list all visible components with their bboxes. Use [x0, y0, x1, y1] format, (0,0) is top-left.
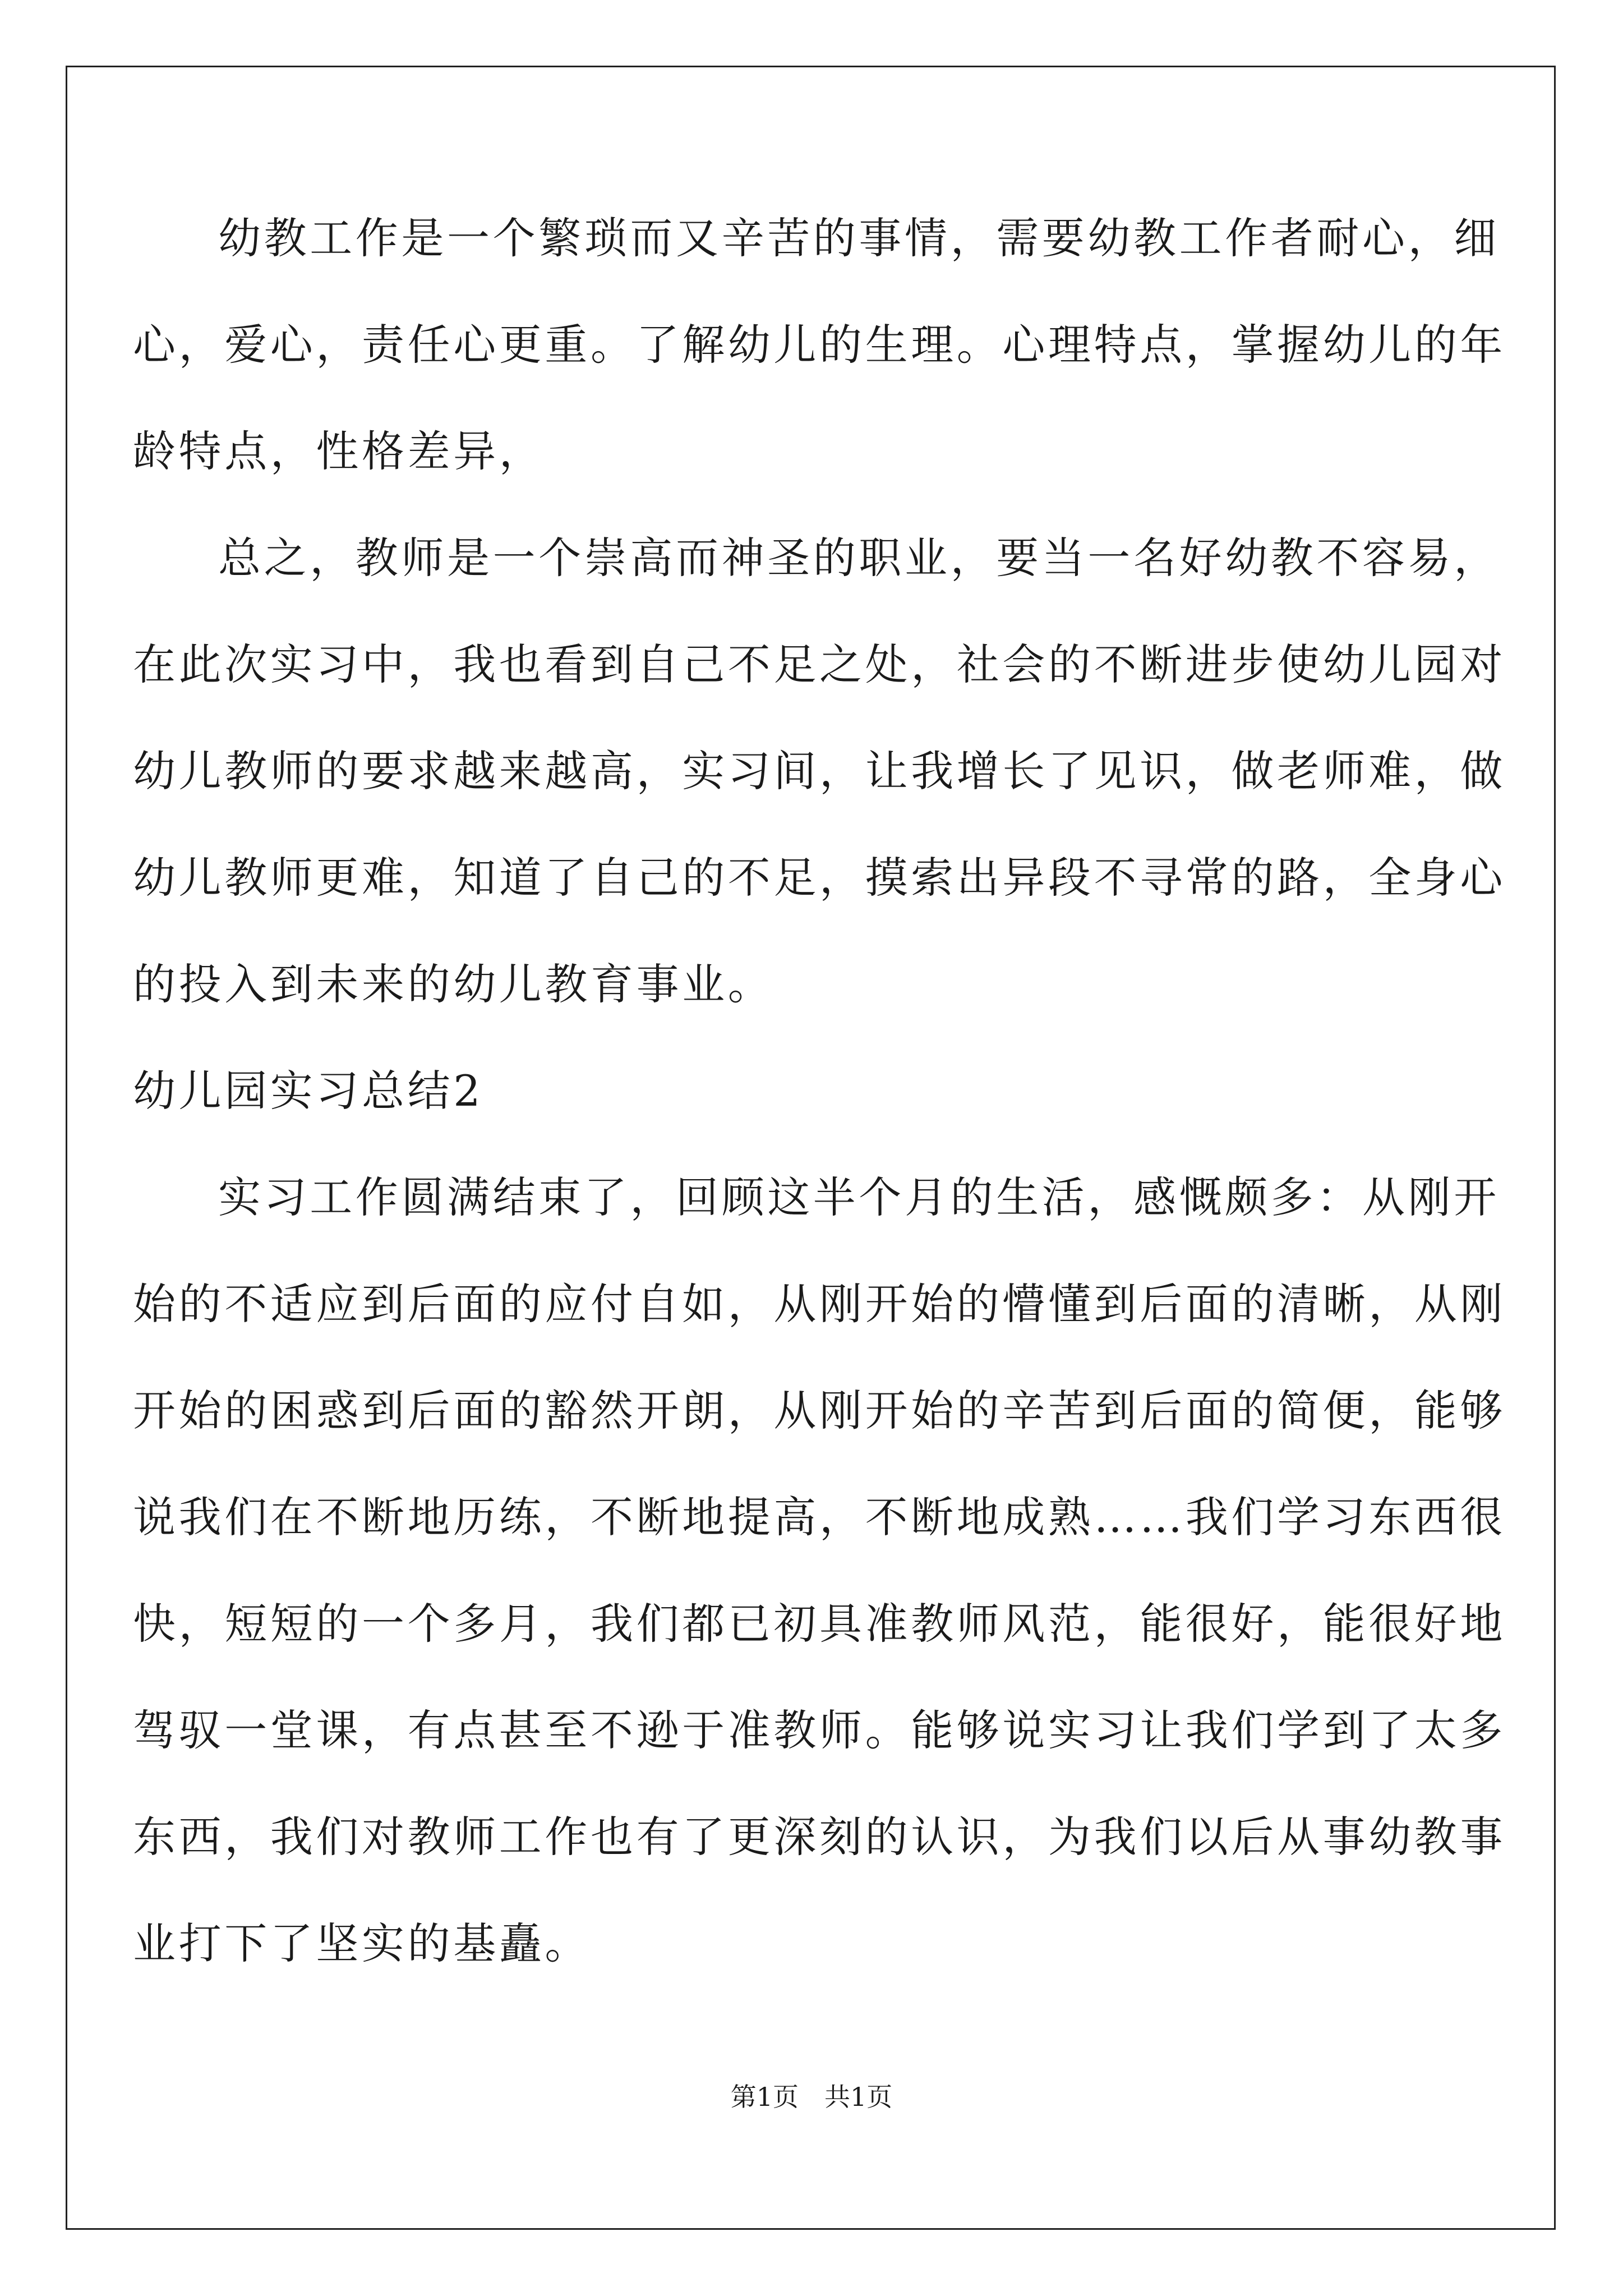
paragraph-2-line-3: 幼儿教师的要求越来越高，实习间，让我增长了见识，做老师难，做 — [133, 746, 1506, 796]
paragraph-3-line-1: 实习工作圆满结束了，回顾这半个月的生活，感慨颇多：从刚开 — [218, 1172, 1500, 1222]
paragraph-1-line-1: 幼教工作是一个繁琐而又辛苦的事情，需要幼教工作者耐心，细 — [218, 213, 1500, 263]
page-footer: 第1页 共1页 — [730, 2082, 893, 2112]
paragraph-3-line-6: 驾驭一堂课，有点甚至不逊于准教师。能够说实习让我们学到了太多 — [133, 1705, 1506, 1755]
paragraph-2-line-2: 在此次实习中，我也看到自己不足之处，社会的不断进步使幼儿园对 — [133, 639, 1506, 689]
section-heading: 幼儿园实习总结2 — [133, 1066, 484, 1116]
paragraph-3-line-8: 业打下了坚实的基矗。 — [133, 1918, 591, 1968]
paragraph-2-line-4: 幼儿教师更难，知道了自己的不足，摸索出异段不寻常的路，全身心 — [133, 853, 1506, 903]
paragraph-3-line-3: 开始的困惑到后面的豁然开朗，从刚开始的辛苦到后面的简便，能够 — [133, 1386, 1506, 1435]
paragraph-3-line-7: 东西，我们对教师工作也有了更深刻的认识，为我们以后从事幼教事 — [133, 1812, 1506, 1862]
paragraph-1-line-2: 心，爱心，责任心更重。了解幼儿的生理。心理特点，掌握幼儿的年 — [133, 320, 1506, 370]
paragraph-3-line-5: 快，短短的一个多月，我们都已初具准教师风范，能很好，能很好地 — [133, 1599, 1506, 1649]
paragraph-3-line-2: 始的不适应到后面的应付自如，从刚开始的懵懂到后面的清晰，从刚 — [133, 1279, 1506, 1329]
document-body — [133, 185, 1506, 1997]
paragraph-2-line-1: 总之，教师是一个崇高而神圣的职业，要当一名好幼教不容易， — [218, 533, 1500, 583]
paragraph-1-line-3: 龄特点，性格差异， — [133, 426, 545, 476]
paragraph-3-line-4: 说我们在不断地历练，不断地提高，不断地成熟……我们学习东西很 — [133, 1492, 1506, 1542]
paragraph-2-line-5: 的投入到未来的幼儿教育事业。 — [133, 959, 774, 1009]
